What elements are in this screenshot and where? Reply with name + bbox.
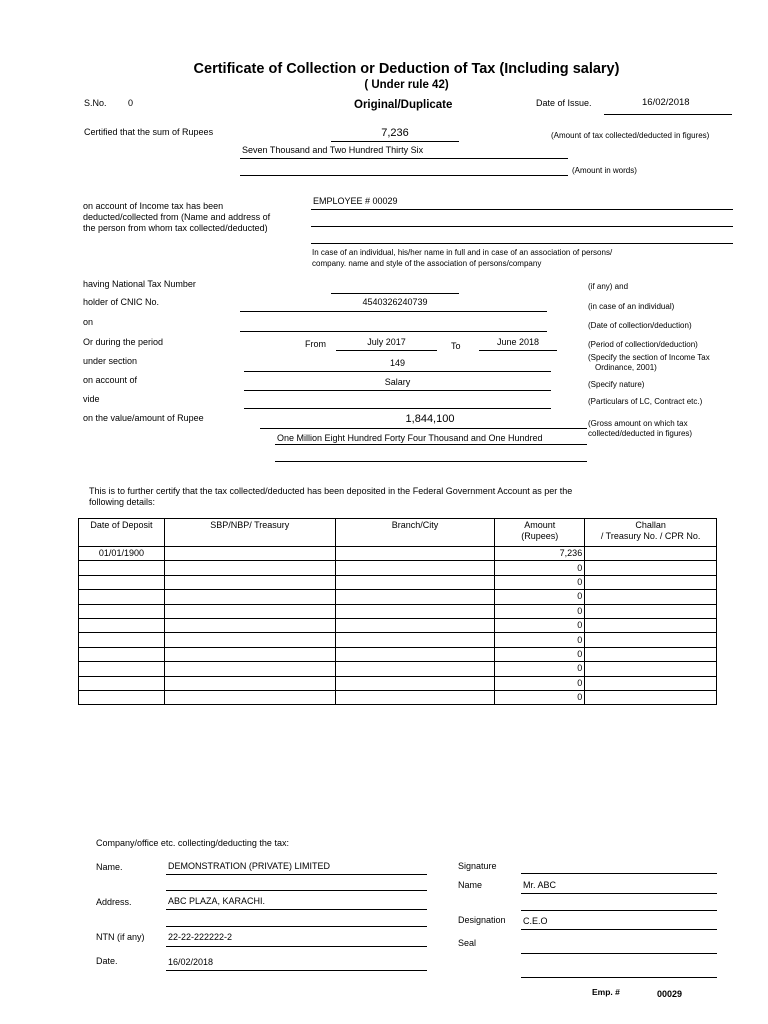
- table-row: [79, 662, 717, 676]
- individual-note-2: company. name and style of the association of persons/company: [312, 259, 542, 268]
- company-name-label: Name.: [96, 862, 123, 872]
- on-note: (Date of collection/deduction): [588, 321, 692, 330]
- col-branch-city: Branch/City: [335, 519, 495, 547]
- deposit-table-body: [79, 547, 717, 705]
- section-line: [244, 371, 551, 372]
- deposit-challan-cell: [585, 547, 717, 561]
- cnic-value: 4540326240739: [362, 297, 428, 307]
- individual-note-1: In case of an individual, his/her name in full and in case of an association of persons/: [312, 248, 613, 257]
- signer-name-value: Mr. ABC: [523, 880, 557, 890]
- deposit-treasury-cell: [164, 633, 335, 647]
- col-amount: Amount (Rupees): [495, 519, 585, 547]
- deposit-amount-cell: 0: [495, 662, 585, 676]
- deposit-date-cell: 01/01/1900: [79, 547, 165, 561]
- deposit-challan-cell: [585, 676, 717, 690]
- ntn-line: [331, 293, 459, 294]
- deposit-branch-cell: [335, 590, 495, 604]
- on-account-label-3: the person from whom tax collected/deducted): [83, 223, 268, 233]
- value-words-line-1: [275, 444, 587, 445]
- deposit-date-cell: [79, 647, 165, 661]
- table-row: [79, 604, 717, 618]
- deposit-challan-cell: [585, 575, 717, 589]
- amount-figures-note: (Amount of tax collected/deducted in figures): [551, 131, 710, 140]
- amount-figures: 7,236: [381, 127, 409, 139]
- account-line: [244, 390, 551, 391]
- company-ntn-label: NTN (if any): [96, 932, 145, 942]
- cnic-label: holder of CNIC No.: [83, 297, 160, 307]
- company-ntn-line: [166, 946, 427, 947]
- vide-label: vide: [83, 394, 100, 404]
- sno-label: S.No.: [84, 98, 107, 108]
- deposit-date-cell: [79, 575, 165, 589]
- value-words-line-2: [275, 461, 587, 462]
- deposit-amount-cell: 0: [495, 690, 585, 704]
- deposit-treasury-cell: [164, 662, 335, 676]
- deposit-header-row: [79, 519, 717, 547]
- company-name-line-2: [166, 890, 427, 891]
- emp-label: Emp. #: [592, 987, 620, 997]
- table-row: [79, 590, 717, 604]
- address-line-2: [166, 926, 427, 927]
- account-note: (Specify nature): [588, 380, 645, 389]
- cnic-note: (in case of an individual): [588, 302, 675, 311]
- account-label: on account of: [83, 375, 138, 385]
- company-name-value: DEMONSTRATION (PRIVATE) LIMITED: [168, 861, 331, 871]
- deposit-date-cell: [79, 676, 165, 690]
- period-label: Or during the period: [83, 337, 164, 347]
- deposit-date-cell: [79, 618, 165, 632]
- table-row: [79, 575, 717, 589]
- value-note-1: (Gross amount on which tax: [588, 419, 688, 428]
- deposit-amount-cell: 7,236: [495, 547, 585, 561]
- value-label: on the value/amount of Rupee: [83, 413, 204, 423]
- table-row: [79, 647, 717, 661]
- section-note-1: (Specify the section of Income Tax: [588, 353, 710, 362]
- on-label: on: [83, 317, 94, 327]
- to-line: [479, 350, 557, 351]
- amount-words: Seven Thousand and Two Hundred Thirty Six: [242, 145, 424, 155]
- deposit-amount-cell: 0: [495, 590, 585, 604]
- signer-name-line-2: [521, 910, 717, 911]
- employee-line-3: [311, 243, 733, 244]
- deposit-treasury-cell: [164, 676, 335, 690]
- deposit-amount-cell: 0: [495, 647, 585, 661]
- section-label: under section: [83, 356, 138, 366]
- section-note-2: Ordinance, 2001): [595, 363, 657, 372]
- deposit-challan-cell: [585, 618, 717, 632]
- sno-value: 0: [128, 98, 134, 108]
- on-line: [240, 331, 547, 332]
- to-value: June 2018: [496, 337, 540, 347]
- company-ntn-value: 22-22-222222-2: [168, 932, 233, 942]
- value-figures: 1,844,100: [405, 413, 455, 425]
- deposit-date-cell: [79, 604, 165, 618]
- rule-subtitle: ( Under rule 42): [364, 79, 449, 91]
- deposit-treasury-cell: [164, 690, 335, 704]
- designation-value: C.E.O: [523, 916, 548, 926]
- date-of-issue-value: 16/02/2018: [642, 97, 690, 108]
- signature-line: [521, 873, 717, 874]
- deposit-branch-cell: [335, 575, 495, 589]
- deposit-date-cell: [79, 561, 165, 575]
- address-line-1: [166, 909, 427, 910]
- table-row: [79, 676, 717, 690]
- deposit-amount-cell: 0: [495, 575, 585, 589]
- emp-value: 00029: [657, 989, 683, 999]
- address-value: ABC PLAZA, KARACHI.: [168, 896, 266, 906]
- from-line: [336, 350, 437, 351]
- signer-name-label: Name: [458, 880, 483, 890]
- original-duplicate: Original/Duplicate: [354, 99, 453, 111]
- deposit-treasury-cell: [164, 575, 335, 589]
- address-label: Address.: [96, 897, 132, 907]
- deposit-challan-cell: [585, 561, 717, 575]
- deposit-branch-cell: [335, 676, 495, 690]
- account-value: Salary: [384, 377, 411, 387]
- designation-line: [521, 929, 717, 930]
- deposit-challan-cell: [585, 690, 717, 704]
- deposit-challan-cell: [585, 604, 717, 618]
- date-of-issue-line: [604, 114, 732, 115]
- company-name-line-1: [166, 874, 427, 875]
- deposit-branch-cell: [335, 561, 495, 575]
- date-of-issue-label: Date of Issue.: [536, 98, 592, 108]
- deposit-challan-cell: [585, 590, 717, 604]
- deposit-intro-1: This is to further certify that the tax collected/deducted has been deposited in the Federal Government Account as per the: [89, 486, 573, 496]
- value-note-2: collected/deducted in figures): [588, 429, 693, 438]
- company-heading: Company/office etc. collecting/deducting the tax:: [96, 838, 289, 848]
- signature-label: Signature: [458, 861, 497, 871]
- deposit-treasury-cell: [164, 647, 335, 661]
- signer-name-line-1: [521, 893, 717, 894]
- on-account-label-2: deducted/collected from (Name and address of: [83, 212, 271, 222]
- certificate-title: Certificate of Collection or Deduction of Tax (Including salary): [193, 61, 620, 77]
- ntn-note: (if any) and: [588, 282, 629, 291]
- deposit-amount-cell: 0: [495, 676, 585, 690]
- vide-line: [244, 408, 551, 409]
- table-row: [79, 690, 717, 704]
- col-date-of-deposit: Date of Deposit: [79, 519, 165, 547]
- deposit-amount-cell: 0: [495, 618, 585, 632]
- deposit-challan-cell: [585, 647, 717, 661]
- designation-label: Designation: [458, 915, 506, 925]
- deposit-challan-cell: [585, 662, 717, 676]
- deposit-branch-cell: [335, 647, 495, 661]
- sum-label: Certified that the sum of Rupees: [84, 127, 214, 137]
- period-note: (Period of collection/deduction): [588, 340, 698, 349]
- table-row: [79, 633, 717, 647]
- ntn-label: having National Tax Number: [83, 279, 196, 289]
- deposit-branch-cell: [335, 547, 495, 561]
- deposit-date-cell: [79, 662, 165, 676]
- col-treasury: SBP/NBP/ Treasury: [164, 519, 335, 547]
- from-label: From: [305, 339, 326, 349]
- on-account-label-1: on account of Income tax has been: [83, 201, 224, 211]
- table-row: [79, 561, 717, 575]
- amount-words-note: (Amount in words): [572, 166, 637, 175]
- amount-words-line-2: [240, 175, 568, 176]
- col-challan: Challan / Treasury No. / CPR No.: [585, 519, 717, 547]
- table-row: [79, 618, 717, 632]
- to-label: To: [451, 341, 461, 351]
- deposit-date-cell: [79, 690, 165, 704]
- deposit-amount-cell: 0: [495, 561, 585, 575]
- deposit-intro-2: following details:: [89, 497, 156, 507]
- deposit-branch-cell: [335, 618, 495, 632]
- seal-line-2: [521, 977, 717, 978]
- deposit-branch-cell: [335, 662, 495, 676]
- amount-words-line-1: [240, 158, 568, 159]
- deposit-date-cell: [79, 590, 165, 604]
- deposit-treasury-cell: [164, 561, 335, 575]
- section-value: 149: [389, 358, 406, 368]
- date-line: [166, 970, 427, 971]
- table-row: [79, 547, 717, 561]
- employee-line-1: [311, 209, 733, 210]
- deposit-branch-cell: [335, 633, 495, 647]
- date-value: 16/02/2018: [168, 957, 214, 967]
- from-value: July 2017: [367, 337, 406, 347]
- deposit-treasury-cell: [164, 604, 335, 618]
- cnic-line: [240, 311, 547, 312]
- deposit-treasury-cell: [164, 618, 335, 632]
- deposit-challan-cell: [585, 633, 717, 647]
- deposit-table: [78, 518, 717, 705]
- deposit-amount-cell: 0: [495, 633, 585, 647]
- value-words: One Million Eight Hundred Forty Four Thousand and One Hundred: [277, 433, 543, 443]
- deposit-treasury-cell: [164, 590, 335, 604]
- deposit-treasury-cell: [164, 547, 335, 561]
- employee-name: EMPLOYEE # 00029: [313, 196, 398, 206]
- vide-note: (Particulars of LC, Contract etc.): [588, 397, 703, 406]
- employee-line-2: [311, 226, 733, 227]
- seal-line-1: [521, 953, 717, 954]
- deposit-date-cell: [79, 633, 165, 647]
- amount-figures-line: [331, 141, 459, 142]
- deposit-branch-cell: [335, 604, 495, 618]
- deposit-branch-cell: [335, 690, 495, 704]
- date-label: Date.: [96, 956, 118, 966]
- deposit-amount-cell: 0: [495, 604, 585, 618]
- seal-label: Seal: [458, 938, 477, 948]
- value-figures-line: [260, 428, 587, 429]
